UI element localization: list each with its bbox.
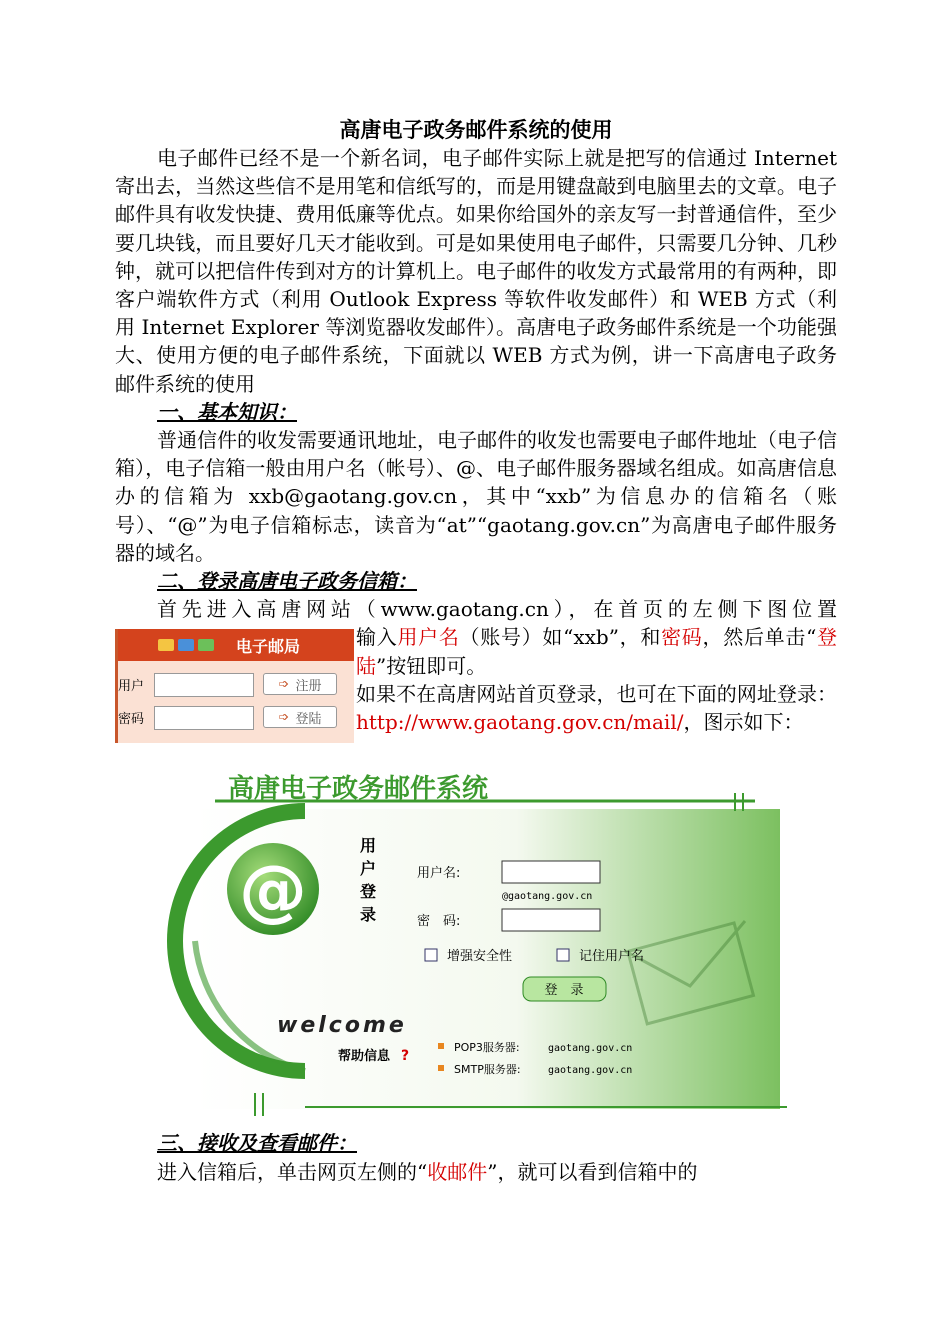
text-run: 输入 [356, 625, 398, 650]
password-input[interactable] [502, 909, 600, 931]
highlight-login: 登陆 [356, 625, 838, 678]
instruction-paragraph-2 [356, 680, 837, 736]
username-label: 用户名: [417, 866, 461, 882]
text-run: 进入信箱后，单击网页左侧的“ [157, 1159, 428, 1184]
section2-heading: 二、登录高唐电子政务信箱： [157, 569, 417, 594]
side-label-char: 户 [360, 859, 377, 879]
password-label: 密 码: [417, 914, 461, 930]
text-run: ，然后单击“ [702, 625, 817, 650]
section1-heading: 一、基本知识： [157, 399, 297, 424]
widget-register-button[interactable] [263, 673, 337, 695]
enhance-security-label: 增强安全性 [447, 949, 513, 965]
section3-paragraph [115, 1158, 837, 1186]
login-screenshot-graphic [155, 771, 787, 1121]
mail-icon [198, 639, 214, 651]
intro-paragraph: 电子邮件已经不是一个新名词，电子邮件实际上就是把写的信通过 Internet 寄出去，当然这些信不是用笔和信纸写的，而是用键盘敲到电脑里去的文章。电子邮件具有收发快捷、费用低廉等优点。如果你给国外的亲友写一封普通信件，至少要几块钱，而且要好几天才能收到。可是如果使用电子邮件，只需要几分钟、几秒钟，就可以把信件传到对方的计算机上。电子邮件的收发方式最常用的有两种，即客户端软件方式（利用 Outlook Express 等软件收发邮件）和 WEB 方式（利用 Internet Explorer 等浏览器收发邮件）。高唐电子政务邮件系统是一个功能强大、使用方便的电子邮件系统，下面就以 WEB 方式为例，讲一下高唐电子政务邮件系统的使用 [115, 146, 837, 396]
username-input[interactable] [502, 861, 600, 883]
widget-user-input[interactable] [154, 673, 254, 697]
widget-user-label: 用户 [118, 679, 145, 695]
side-label-char: 登 [360, 882, 377, 902]
side-label-char: 用 [360, 836, 377, 856]
section1-paragraph: 普通信件的收发需要通讯地址，电子邮件的收发也需要电子邮件地址（电子信箱），电子信箱一般由用户名（帐号）、@、电子邮件服务器域名组成。如高唐信息办的信箱为 xxb@gaotang.gov.cn，其中“xxb”为信息办的信箱名（账号）、“@”为电子信箱标志，读音为“at”“gaotang.gov.cn”为高唐电子邮件服务器的域名。 [115, 428, 837, 565]
section3-heading: 三、接收及查看邮件： [157, 1131, 357, 1156]
section2-first-line: 首先进入高唐网站（www.gaotang.cn），在首页的左侧下图位置 [157, 597, 837, 622]
instruction-paragraph-1 [356, 623, 837, 679]
mail-system-login-screenshot [155, 771, 787, 1121]
widget-pass-label: 密码 [118, 712, 145, 728]
help-label: 帮助信息 [338, 1049, 391, 1065]
text-run: 如果不在高唐网站首页登录，也可在下面的网址登录： [356, 681, 837, 706]
remember-user-checkbox[interactable] [557, 949, 569, 961]
mail-icon [158, 639, 174, 651]
register-label: 注册 [295, 678, 322, 694]
login-label: 登陆 [295, 711, 322, 727]
text-run: ”，就可以看到信箱中的 [487, 1159, 698, 1184]
login-figure-row [115, 623, 837, 763]
widget-header-icons [158, 639, 214, 651]
login-button-label: 登 录 [544, 983, 584, 999]
bullet-icon [438, 1065, 444, 1071]
homepage-login-widget [115, 629, 354, 743]
highlight-password: 密码 [661, 625, 703, 650]
widget-header [118, 629, 354, 661]
widget-pass-input[interactable] [154, 706, 254, 730]
mail-url-link[interactable]: http://www.gaotang.gov.cn/mail/ [356, 710, 684, 735]
domain-hint: @gaotang.gov.cn [502, 891, 593, 903]
enhance-security-checkbox[interactable] [425, 949, 437, 961]
pop3-label: POP3服务器: [454, 1041, 520, 1055]
smtp-label: SMTP服务器: [454, 1063, 521, 1077]
highlight-username: 用户名 [397, 625, 460, 650]
smtp-value: gaotang.gov.cn [548, 1065, 633, 1077]
document-title: 高唐电子政务邮件系统的使用 [339, 117, 613, 142]
highlight-inbox: 收邮件 [427, 1159, 488, 1184]
arrow-right-icon: ➩ [278, 676, 290, 692]
document-page [115, 116, 837, 1186]
welcome-text: welcome [277, 1013, 407, 1039]
widget-title: 电子邮局 [236, 636, 301, 656]
widget-login-button[interactable] [263, 706, 337, 728]
text-run: ”按钮即可。 [376, 653, 487, 678]
mail-icon [178, 639, 194, 651]
help-mark: ? [401, 1048, 410, 1065]
arrow-right-icon: ➩ [278, 709, 290, 725]
svg-text:@: @ [239, 851, 307, 931]
system-title: 高唐电子政务邮件系统 [228, 774, 489, 805]
text-run: （账号）如“xxb”，和 [459, 625, 662, 650]
text-run: ，图示如下： [683, 710, 804, 735]
pop3-value: gaotang.gov.cn [548, 1043, 633, 1055]
remember-user-label: 记住用户名 [579, 949, 645, 965]
login-instructions [356, 623, 837, 736]
side-label-char: 录 [360, 905, 377, 925]
bullet-icon [438, 1043, 444, 1049]
